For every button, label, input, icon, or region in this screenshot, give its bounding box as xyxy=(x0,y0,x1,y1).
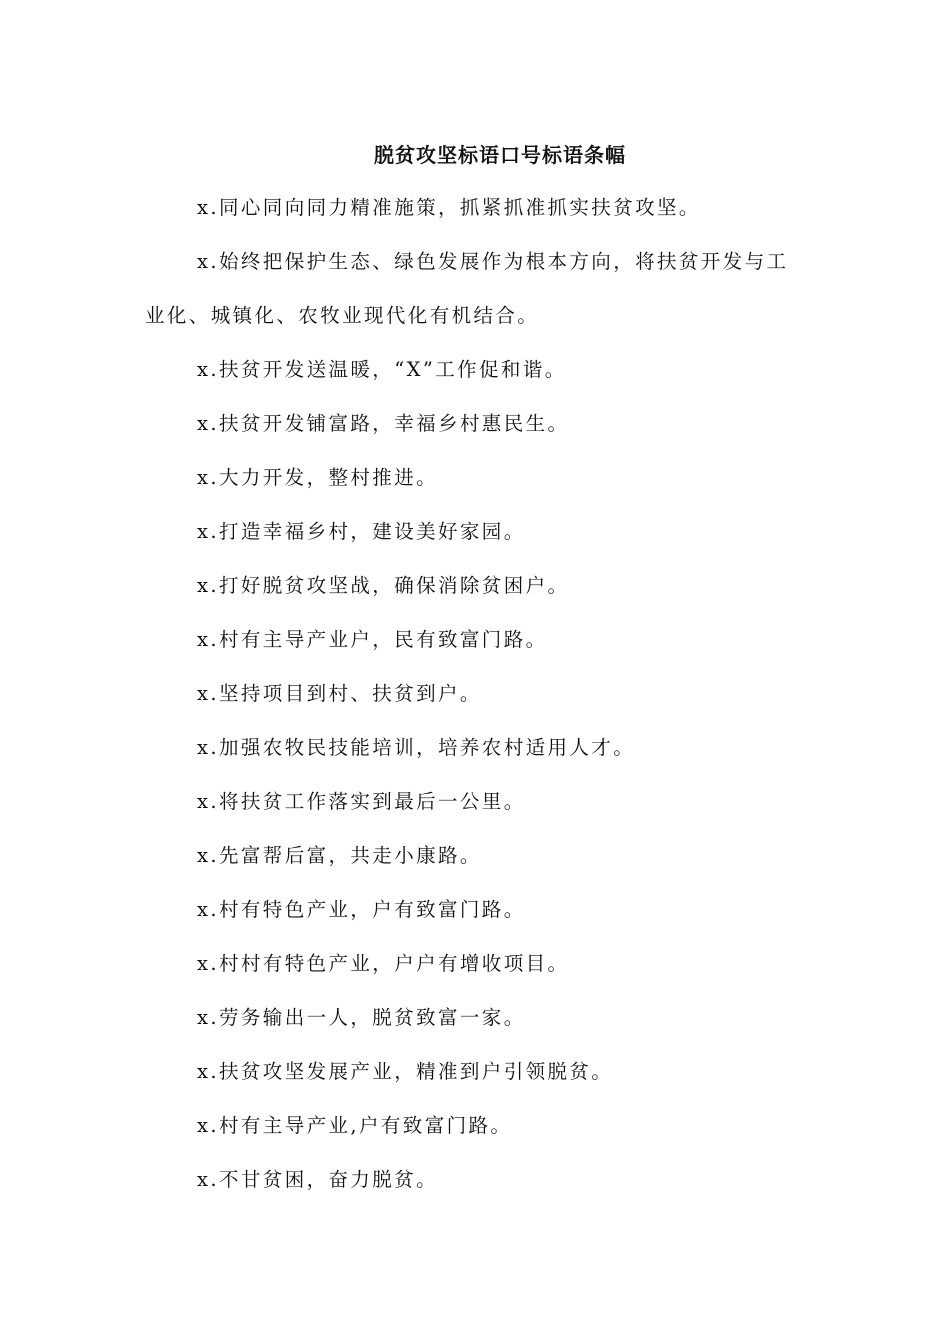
slogan-list xyxy=(145,194,810,1220)
slogan-text: x.同心同向同力精准施策，抓紧抓准抓实扶贫攻坚。 xyxy=(197,196,701,219)
slogan-text: x.村村有特色产业，户户有增收项目。 xyxy=(197,952,570,975)
document-title: 脱贫攻坚标语口号标语条幅 xyxy=(374,143,626,167)
slogan-item xyxy=(145,194,810,221)
slogan-item xyxy=(145,356,810,383)
slogan-item xyxy=(145,464,810,491)
slogan-text: x.打造幸福乡村，建设美好家园。 xyxy=(197,520,526,543)
slogan-text: x.村有特色产业，户有致富门路。 xyxy=(197,898,526,921)
slogan-text: x.扶贫开发铺富路，幸福乡村惠民生。 xyxy=(197,412,570,435)
slogan-item xyxy=(145,680,810,707)
slogan-text-continued: 业化、城镇化、农牧业现代化有机结合。 xyxy=(145,304,540,327)
slogan-text: x.将扶贫工作落实到最后一公里。 xyxy=(197,790,526,813)
slogan-item xyxy=(145,410,810,437)
slogan-item xyxy=(145,896,810,923)
slogan-item xyxy=(145,1004,810,1031)
slogan-text: x.扶贫攻坚发展产业，精准到户引领脱贫。 xyxy=(197,1060,614,1083)
slogan-item xyxy=(145,734,810,761)
slogan-text: x.加强农牧民技能培训，培养农村适用人才。 xyxy=(197,736,636,759)
slogan-item xyxy=(145,788,810,815)
slogan-text: x.大力开发，整村推进。 xyxy=(197,466,438,489)
slogan-text: x.坚持项目到村、扶贫到户。 xyxy=(197,682,482,705)
slogan-item xyxy=(145,1058,810,1085)
slogan-text: x.扶贫开发送温暖，“X”工作促和谐。 xyxy=(197,358,567,381)
slogan-text: x.不甘贫困，奋力脱贫。 xyxy=(197,1168,438,1191)
slogan-item xyxy=(145,572,810,599)
slogan-text: x.始终把保护生态、绿色发展作为根本方向，将扶贫开发与工 xyxy=(197,250,789,273)
slogan-item xyxy=(145,626,810,653)
slogan-item xyxy=(145,248,810,329)
slogan-item xyxy=(145,1112,810,1139)
slogan-text: x.先富帮后富，共走小康路。 xyxy=(197,844,482,867)
slogan-item xyxy=(145,950,810,977)
slogan-text: x.村有主导产业户，民有致富门路。 xyxy=(197,628,548,651)
slogan-text: x.村有主导产业,户有致富门路。 xyxy=(197,1114,513,1137)
slogan-text: x.劳务输出一人，脱贫致富一家。 xyxy=(197,1006,526,1029)
slogan-item xyxy=(145,1166,810,1193)
slogan-item xyxy=(145,842,810,869)
slogan-text: x.打好脱贫攻坚战，确保消除贫困户。 xyxy=(197,574,570,597)
slogan-item xyxy=(145,518,810,545)
